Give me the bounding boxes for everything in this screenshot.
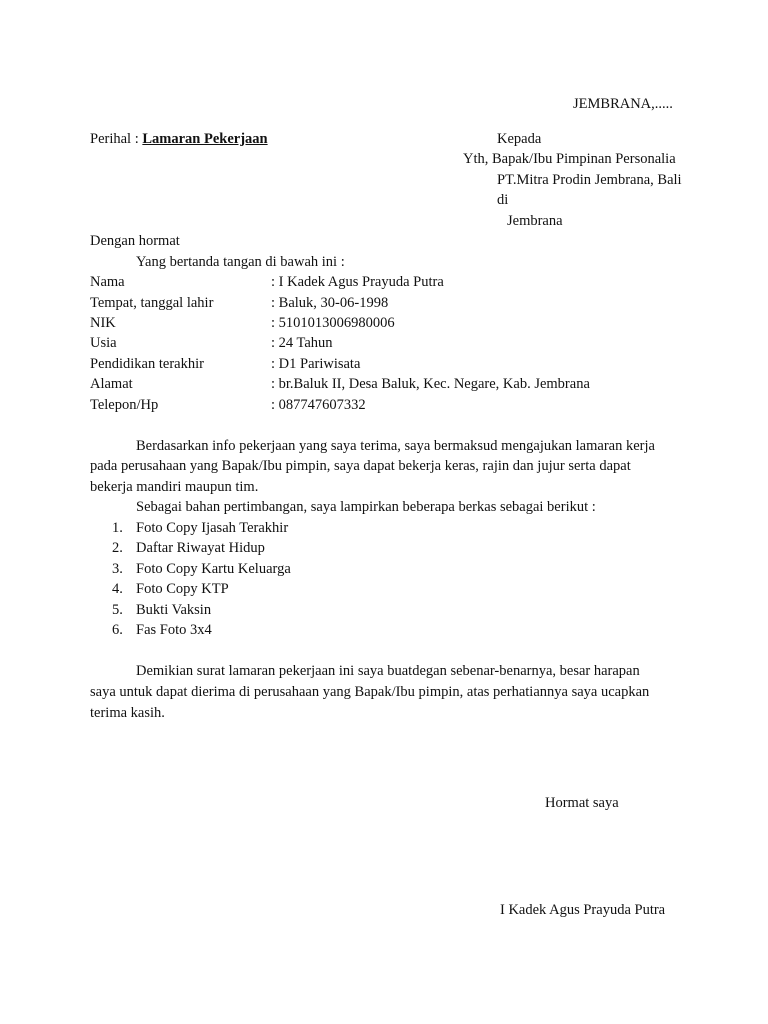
place-date: JEMBRANA,..... <box>573 96 673 112</box>
perihal-label: Perihal : <box>90 131 139 147</box>
recipient-line1: Yth, Bapak/Ibu Pimpinan Personalia <box>463 151 676 167</box>
intro-line: Yang bertanda tangan di bawah ini : <box>136 254 345 270</box>
closing-line: terima kasih. <box>90 705 165 721</box>
field-label-alamat: Alamat <box>90 376 133 392</box>
list-item: Bukti Vaksin <box>136 602 212 618</box>
list-item: Fas Foto 3x4 <box>136 622 212 638</box>
sign-off: Hormat saya <box>545 795 619 811</box>
recipient-kepada: Kepada <box>497 131 542 147</box>
list-item-number: 1. <box>112 520 123 536</box>
field-label-usia: Usia <box>90 335 117 351</box>
field-value-usia: : 24 Tahun <box>271 335 333 351</box>
field-value-pendidikan: : D1 Pariwisata <box>271 356 361 372</box>
list-item: Daftar Riwayat Hidup <box>136 540 265 556</box>
list-item-number: 4. <box>112 581 123 597</box>
field-value-telepon: : 087747607332 <box>271 397 366 413</box>
recipient-line3: di <box>497 192 509 208</box>
perihal-value: Lamaran Pekerjaan <box>142 131 268 147</box>
field-value-nik: : 5101013006980006 <box>271 315 395 331</box>
list-item: Foto Copy Kartu Keluarga <box>136 561 291 577</box>
signer-name: I Kadek Agus Prayuda Putra <box>500 902 666 918</box>
list-item: Foto Copy Ijasah Terakhir <box>136 520 289 536</box>
list-item: Foto Copy KTP <box>136 581 229 597</box>
field-label-telepon: Telepon/Hp <box>90 397 159 413</box>
field-value-ttl: : Baluk, 30-06-1998 <box>271 295 389 311</box>
recipient-line4: Jembrana <box>507 213 563 229</box>
closing-line: Demikian surat lamaran pekerjaan ini saya buatdegan sebenar-benarnya, besar harapan <box>136 663 640 679</box>
field-label-nama: Nama <box>90 274 125 290</box>
closing-line: saya untuk dapat dierima di perusahaan yang Bapak/Ibu pimpin, atas perhatiannya saya ucapkan <box>90 684 650 700</box>
recipient-line2: PT.Mitra Prodin Jembrana, Bali <box>497 172 682 188</box>
attachments-intro: Sebagai bahan pertimbangan, saya lampirkan beberapa berkas sebagai berikut : <box>136 499 596 515</box>
body-line: pada perusahaan yang Bapak/Ibu pimpin, saya dapat bekerja keras, rajin dan jujur serta dapat <box>90 458 631 474</box>
field-value-alamat: : br.Baluk II, Desa Baluk, Kec. Negare, Kab. Jembrana <box>271 376 590 392</box>
list-item-number: 5. <box>112 602 123 618</box>
list-item-number: 3. <box>112 561 123 577</box>
body-line: bekerja mandiri maupun tim. <box>90 479 259 495</box>
field-label-nik: NIK <box>90 315 116 331</box>
field-label-pendidikan: Pendidikan terakhir <box>90 356 204 372</box>
body-line: Berdasarkan info pekerjaan yang saya terima, saya bermaksud mengajukan lamaran kerja <box>136 438 655 454</box>
greeting: Dengan hormat <box>90 233 180 249</box>
list-item-number: 6. <box>112 622 123 638</box>
perihal-line <box>90 132 268 147</box>
field-value-nama: : I Kadek Agus Prayuda Putra <box>271 274 444 290</box>
field-label-ttl: Tempat, tanggal lahir <box>90 295 214 311</box>
list-item-number: 2. <box>112 540 123 556</box>
